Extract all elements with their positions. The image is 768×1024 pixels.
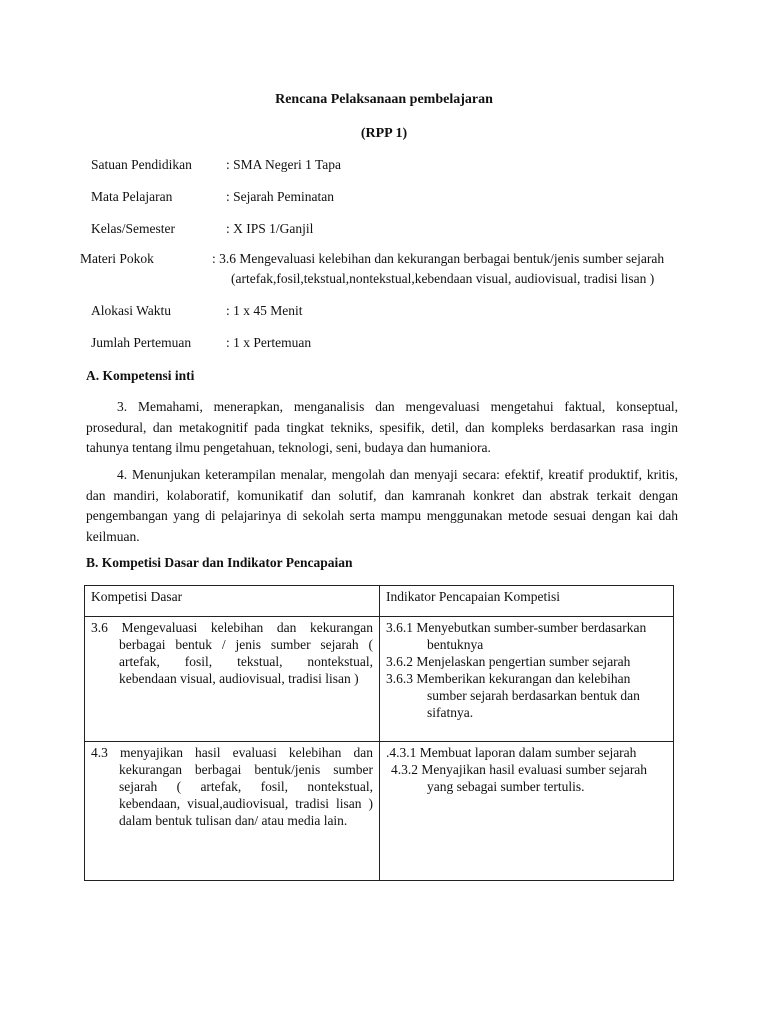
label-alokasi-waktu: Alokasi Waktu	[91, 303, 172, 318]
table-header-row	[85, 586, 674, 617]
paragraph-line: 4. Menunjukan keterampilan menalar, mengolah dan menyaji secara: efektif, kreatif produktif, kritis,	[117, 467, 678, 482]
paragraph-line: tahunya tentang ilmu pengetahuan, teknologi, seni, budaya dan humaniora.	[86, 440, 491, 455]
paragraph-line: pengembangan yang di pelajarinya di sekolah serta mampu menggunakan metode sesuai dengan kai dah	[86, 508, 678, 523]
table-row	[85, 742, 674, 881]
value-materi-pokok-line2: (artefak,fosil,tekstual,nontekstual,kebendaan visual, audiovisual, tradisi lisan )	[231, 271, 655, 286]
cell-indikator-4-3	[380, 742, 674, 881]
paragraph-line: 3. Memahami, menerapkan, menganalisis dan mengevaluasi mengetahui faktual, konseptual,	[117, 399, 678, 414]
kompetensi-table	[84, 585, 674, 881]
section-b-heading: B. Kompetisi Dasar dan Indikator Pencapaian	[86, 555, 353, 570]
paragraph-line: keilmuan.	[86, 528, 140, 544]
cell-indikator-3-6	[380, 617, 674, 742]
cell-line: .4.3.1 Membuat laporan dalam sumber sejarah	[386, 745, 637, 760]
cell-line: kebendaan, visual,audiovisual, tradisi lisan )	[119, 796, 373, 811]
header-indikator: Indikator Pencapaian Kompetisi	[380, 586, 674, 617]
value-satuan-pendidikan: : SMA Negeri 1 Tapa	[226, 157, 342, 172]
value-alokasi-waktu: : 1 x 45 Menit	[226, 303, 303, 318]
cell-line: sumber sejarah berdasarkan bentuk dan	[427, 688, 640, 703]
cell-line: bentuknya	[427, 637, 484, 652]
value-mata-pelajaran: : Sejarah Peminatan	[226, 189, 334, 204]
value-materi-pokok-line1: : 3.6 Mengevaluasi kelebihan dan kekurangan berbagai bentuk/jenis sumber sejarah	[212, 251, 665, 266]
cell-line: 3.6 Mengevaluasi kelebihan dan kekurangan	[91, 620, 373, 635]
paragraph-line: prosedural, dan metakognitif pada tingkat tekniks, spesifik, detil, dan kompleks berdasarkan rasa ingin	[86, 419, 678, 435]
label-mata-pelajaran: Mata Pelajaran	[91, 189, 173, 204]
paragraph-line: dan mandiri, kolaboratif, komunikatif dan solutif, dan kamranah konkret dan abstrak terkait dengan	[86, 487, 678, 503]
value-kelas-semester: : X IPS 1/Ganjil	[226, 221, 314, 236]
cell-line: dalam bentuk tulisan dan/ atau media lain.	[119, 813, 348, 828]
cell-line: yang sebagai sumber tertulis.	[427, 779, 585, 794]
cell-line: 3.6.1 Menyebutkan sumber-sumber berdasarkan	[386, 620, 647, 635]
cell-line: kebendaan visual, audiovisual, tradisi lisan )	[119, 671, 359, 686]
cell-line: sifatnya.	[427, 705, 474, 720]
label-satuan-pendidikan: Satuan Pendidikan	[91, 157, 192, 172]
paragraph-ki-3	[86, 397, 678, 459]
cell-kd-4-3	[85, 742, 380, 881]
table-row	[85, 617, 674, 742]
section-a-heading: A. Kompetensi inti	[86, 368, 195, 383]
cell-line: 3.6.2 Menjelaskan pengertian sumber sejarah	[386, 654, 631, 669]
header-kompetisi-dasar: Kompetisi Dasar	[85, 586, 380, 617]
cell-line: 4.3.2 Menyajikan hasil evaluasi sumber sejarah	[391, 762, 648, 777]
cell-line: 3.6.3 Memberikan kekurangan dan kelebihan	[386, 671, 631, 686]
document-title: Rencana Pelaksanaan pembelajaran	[275, 92, 493, 107]
cell-line: artefak, fosil, tekstual, nontekstual,	[119, 654, 373, 669]
label-jumlah-pertemuan: Jumlah Pertemuan	[91, 335, 192, 350]
cell-line: kekurangan berbagai bentuk/jenis sumber	[119, 762, 373, 777]
paragraph-ki-4	[86, 465, 678, 547]
cell-line: berbagai bentuk / jenis sumber sejarah (	[119, 637, 373, 652]
cell-kd-3-6	[85, 617, 380, 742]
label-materi-pokok: Materi Pokok	[80, 251, 154, 266]
cell-line: sejarah ( artefak, fosil, nontekstual,	[119, 779, 373, 794]
document-subtitle: (RPP 1)	[360, 126, 408, 141]
label-kelas-semester: Kelas/Semester	[91, 221, 175, 236]
value-jumlah-pertemuan: : 1 x Pertemuan	[226, 335, 312, 350]
cell-line: 4.3 menyajikan hasil evaluasi kelebihan dan	[91, 745, 373, 760]
